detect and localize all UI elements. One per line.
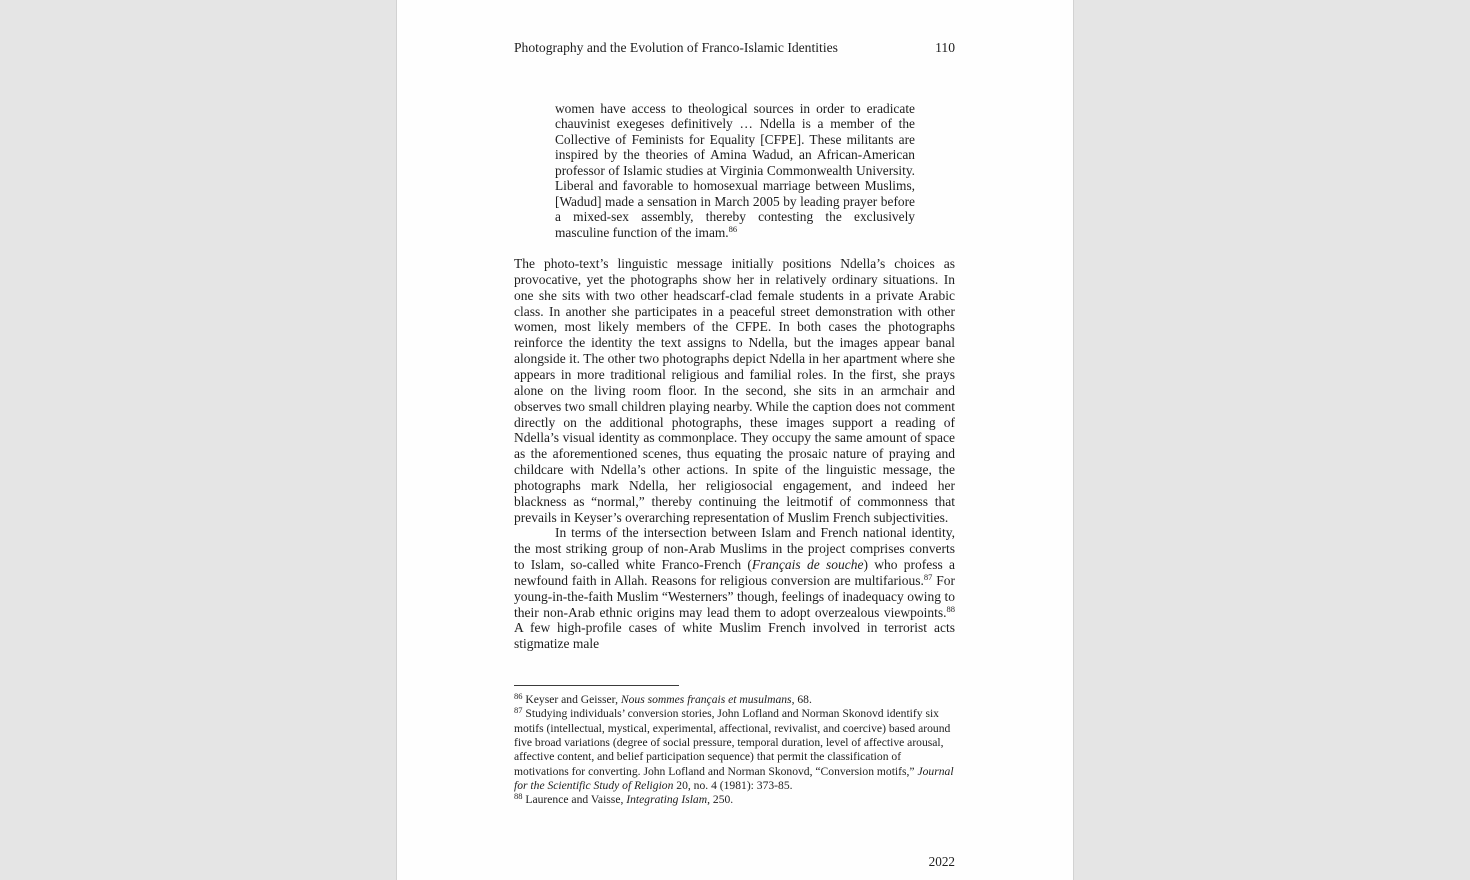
paragraph-2-text-c: For young-in-the-faith Muslim “Westerners” though, feelings of inadequacy owing to their non-Arab ethnic origins may lead them to adopt overzealous viewpoints. [514,572,955,620]
footnote-ref-88: 88 [946,604,955,615]
footnote-88-title: Integrating Islam [626,793,708,807]
block-quote [555,101,915,240]
footnote-87-text-end: 20, no. 4 (1981): 373-85. [673,778,793,792]
paragraph-2-text-b: ) who profess a newfound faith in Allah. Reasons for religious conversion are multifarious. [514,557,955,588]
footer-page-number: 2022 [928,853,955,869]
footnote-87-text: Studying individuals’ conversion stories, John Lofland and Norman Skonovd identify six motifs (intellectual, mystical, experimental, affectional, revivalist, and coercive) based around five broad variations (degree of social pressure, temporal duration, level of affective arousal, affective content, and belief participation sequence) that permit the classification of motivations for converting. John Lofland and Norman Skonovd, “Conversion motifs,” [514,707,951,778]
footnote-88-text: Laurence and Vaisse, [522,793,627,807]
quote-footnote-ref-86: 86 [728,224,738,235]
running-header [514,40,955,56]
paragraph-2-text-a: In terms of the intersection between Islam and French national identity, the most striking group of non-Arab Muslims in the project comprises converts to Islam, so-called white Franco-French ( [514,525,955,573]
footnote-86 [514,690,955,707]
footnote-87-marker: 87 [514,704,523,715]
paragraph-1 [514,256,955,525]
paragraph-2 [514,525,955,652]
footnote-87-title: Journal for the Scientific Study of Religion [514,764,954,792]
footnote-88-text-end: , 250. [707,793,734,807]
page-footer [514,854,955,870]
footnote-87 [514,704,955,793]
italic-phrase-francais-de-souche: Français de souche [751,557,864,573]
document-page [396,0,1074,880]
footnote-86-text: Keyser and Geisser, [522,693,621,707]
footnote-88 [514,790,955,807]
paragraph-2-text-d: A few high-profile cases of white Muslim French involved in terrorist acts stigmatize male [514,620,955,652]
footnote-ref-87: 87 [923,572,933,583]
running-header-page-number: 110 [935,40,955,55]
body-text [514,256,955,652]
paragraph-1-text: The photo-text’s linguistic message initially positions Ndella’s choices as provocative, yet the photographs show her in relatively ordinary situations. In one she sits with two other headscarf-clad female students in a private Arabic class. In another she participates in a peaceful street demonstration with other women, most likely members of the CFPE. In both cases the photographs reinforce the identity the text assigns to Ndella, but the images appear banal alongside it. The other two photographs depict Ndella in her apartment where she appears in more traditional religious and familial roles. In the first, she prays alone on the living room floor. In the second, she sits in an armchair and observes two small children playing nearby. While the caption does not comment directly on the additional photographs, these images support a reading of Ndella’s visual identity as commonplace. They occupy the same amount of space as the aforementioned scenes, thus equating the prosaic nature of praying and childcare with Ndella’s other actions. In spite of the linguistic message, the photographs mark Ndella, her religiosocial engagement, and indeed her blackness as “normal,” thereby continuing the leitmotif of commonness that prevails in Keyser’s overarching representation of Muslim French subjectivities. [514,256,955,525]
running-header-title: Photography and the Evolution of Franco-Islamic Identities [514,40,838,55]
page-content [397,40,1073,870]
footnote-88-marker: 88 [514,790,523,801]
quote-text: women have access to theological sources in order to eradicate chauvinist exegeses definitively … Ndella is a member of the Collective of Feminists for Equality [CFPE]. These militants are inspired by the theories of Amina Wadud, an African-American professor of Islamic studies at Virginia Commonwealth University. Liberal and favorable to homosexual marriage between Muslims, [Wadud] made a sensation in March 2005 by leading prayer before a mixed-sex assembly, thereby contesting the exclusively masculine function of the imam. [555,101,915,240]
footnote-86-text-end: , 68. [791,693,812,707]
footnote-86-title: Nous sommes français et musulmans [620,693,792,707]
footnote-86-marker: 86 [514,690,523,701]
footnote-separator [514,685,679,686]
footnotes-section [514,685,955,807]
